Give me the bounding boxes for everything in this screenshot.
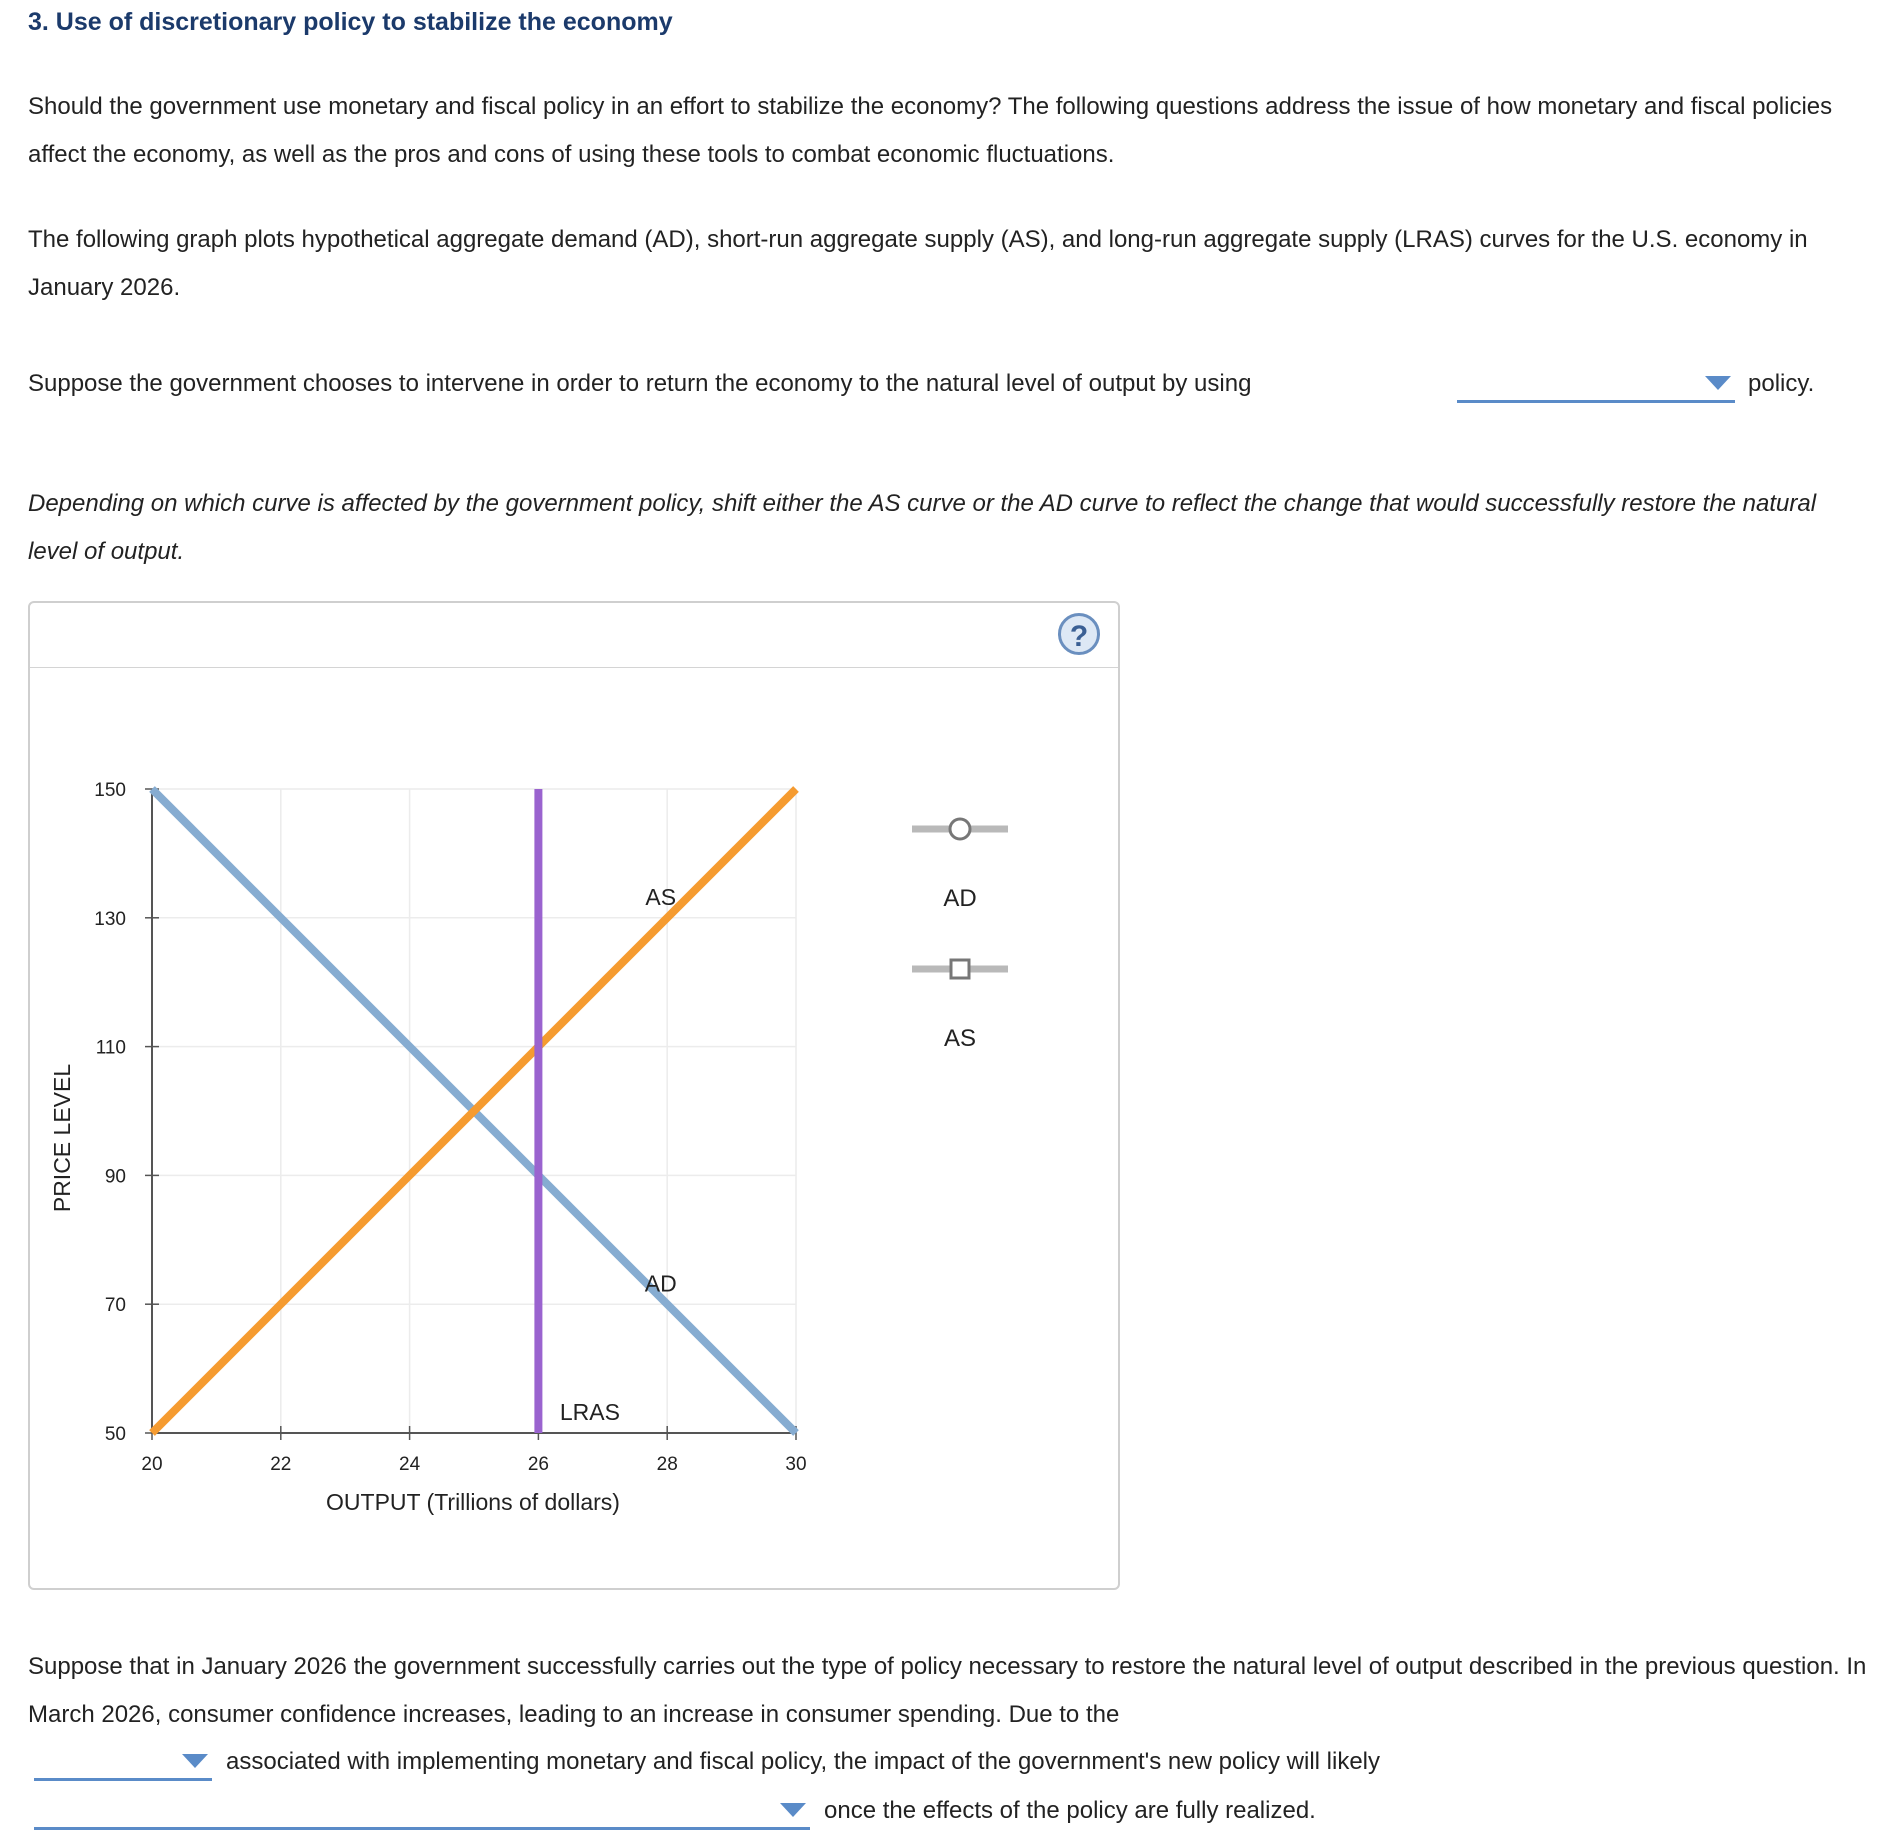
policy-type-dropdown[interactable] — [1457, 364, 1735, 403]
x-tick-label: 28 — [656, 1454, 678, 1475]
y-tick-label: 70 — [104, 1295, 126, 1317]
legend-ad-label: AD — [943, 885, 977, 912]
q1-before-text: Suppose the government chooses to intervene in order to return the economy to the natural level of output by using — [28, 370, 1252, 397]
y-tick-label: 150 — [94, 780, 126, 801]
legend-as-tool[interactable] — [912, 960, 1008, 1052]
q2-after-dd2-text: once the effects of the policy are fully realized. — [824, 1797, 1316, 1824]
chevron-down-icon — [780, 1803, 806, 1817]
legend-ad-circle-icon — [950, 819, 970, 839]
legend-ad-tool[interactable] — [912, 819, 1008, 912]
y-axis-label: PRICE LEVEL — [49, 1063, 75, 1213]
y-tick-label: 130 — [94, 908, 126, 930]
ad-curve-label: AD — [644, 1270, 677, 1297]
y-tick-label: 110 — [95, 1037, 126, 1059]
graph-intro-text: The following graph plots hypothetical aggregate demand (AD), short-run aggregate supply (AS), and long-run aggregate supply (LRAS) curves for the U.S. economy in January 2026. — [28, 226, 1808, 301]
y-axis-ticks — [94, 780, 159, 1445]
q2-after-dd1-text: associated with implementing monetary and fiscal policy, the impact of the government's new policy will likely — [226, 1748, 1380, 1775]
policy-issue-dropdown[interactable] — [34, 1742, 212, 1781]
help-icon[interactable]: ? — [1058, 613, 1100, 655]
policy-impact-dropdown[interactable] — [34, 1791, 810, 1830]
legend-as-square-icon — [951, 960, 969, 978]
chevron-down-icon — [182, 1754, 208, 1768]
instruction-text: Depending on which curve is affected by the government policy, shift either the AS curve or the AD curve to reflect the change that would successfully restore the natural level of output. — [28, 490, 1817, 565]
intro-text: Should the government use monetary and fiscal policy in an effort to stabilize the economy? The following questions address the issue of how monetary and fiscal policies affect the economy, as well as the pros and cons of using these tools to combat economic fluctuations. — [28, 93, 1833, 168]
x-tick-label: 20 — [141, 1454, 163, 1475]
graph-panel — [28, 601, 1120, 1590]
x-tick-label: 24 — [399, 1454, 421, 1475]
q1-after-text: policy. — [1748, 370, 1815, 397]
x-tick-label: 30 — [785, 1454, 807, 1475]
lras-curve-label: LRAS — [559, 1399, 620, 1426]
y-tick-label: 50 — [104, 1424, 126, 1445]
legend-as-label: AS — [943, 1025, 977, 1052]
x-axis-label: OUTPUT (Trillions of dollars) — [326, 1489, 620, 1515]
chevron-down-icon — [1705, 376, 1731, 390]
as-curve-label: AS — [645, 883, 677, 910]
question-heading: 3. Use of discretionary policy to stabilize the economy — [28, 8, 673, 36]
q2-text: Suppose that in January 2026 the government successfully carries out the type of policy necessary to restore the natural level of output described in the previous question. In March 2026, consumer confidence increases, leading to an increase in consumer spending. Due to the — [28, 1653, 1867, 1728]
chart-series — [152, 789, 796, 1433]
y-tick-label: 90 — [104, 1166, 126, 1188]
x-tick-label: 26 — [527, 1454, 549, 1475]
x-tick-label: 22 — [270, 1454, 292, 1475]
chart-svg — [30, 603, 1118, 1588]
